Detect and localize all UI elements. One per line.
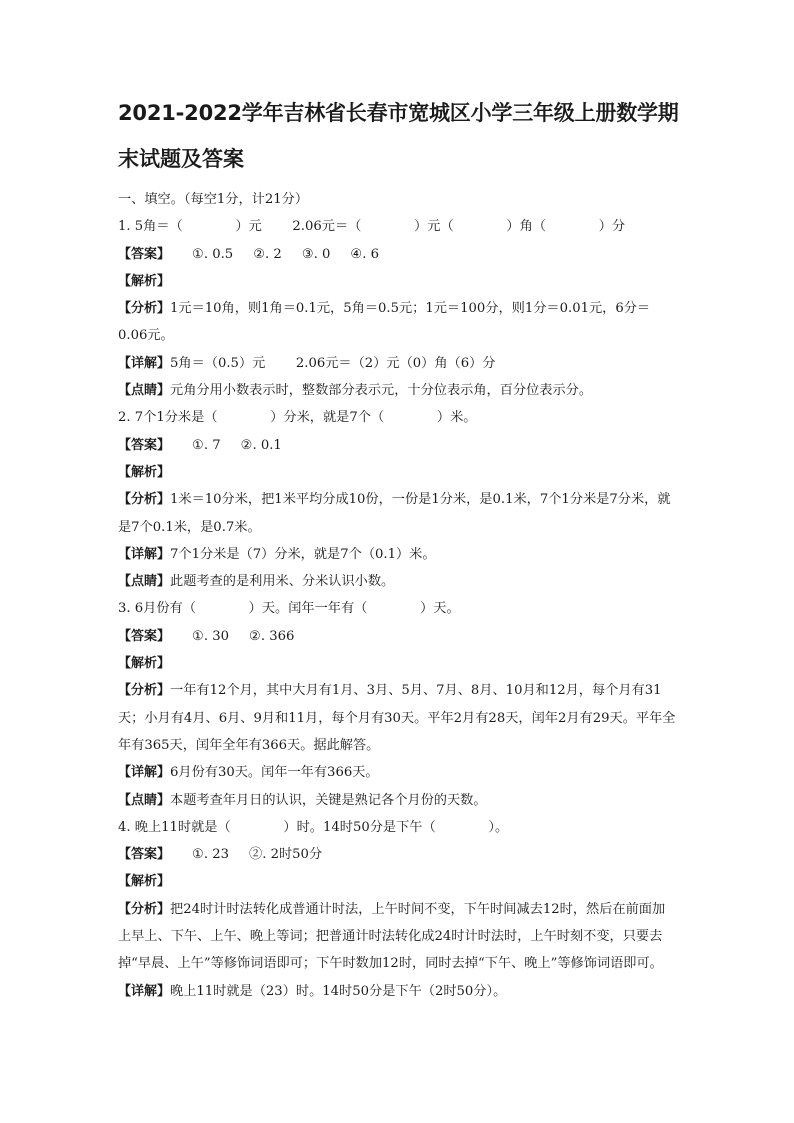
answer-value: ②. 366 — [249, 628, 295, 644]
answer-value: ②. 0.1 — [240, 437, 282, 453]
q3-answer — [118, 623, 678, 650]
answer-tag: 【答案】 — [118, 628, 171, 644]
q3-dianjing — [118, 787, 678, 814]
xiangjie-text: 晚上11时就是（23）时。14时50分是下午（2时50分）。 — [170, 983, 507, 999]
answer-value: ②. 2时50分 — [249, 847, 323, 863]
xiangjie-text: 6月份有30天。闰年一年有366天。 — [170, 765, 379, 781]
q2-xiangjie — [118, 541, 678, 568]
xiangjie-tag: 【详解】 — [118, 355, 171, 371]
fenxi-text: 一年有12个月，其中大月有1月、3月、5月、7月、8月、10月和12月，每个月有31天；小月有4月、6月、9月和11月，每个月有30天。平年2月有28天，闰年2月有29天。平年全年有365天，闰年全年有366天。据此解答。 — [118, 683, 676, 753]
fenxi-text: 1元＝10角，则1角＝0.1元，5角＝0.5元；1元＝100分，则1分＝0.01元，6分＝0.06元。 — [118, 301, 651, 344]
xiangjie-tag: 【详解】 — [118, 765, 171, 781]
q3-fenxi — [118, 677, 678, 759]
title-line-1: 2021-2022学年吉林省长春市宽城区小学三年级上册数学期 — [118, 101, 679, 125]
answer-value: ①. 0.5 — [192, 246, 234, 262]
answer-value: ③. 0 — [301, 246, 331, 262]
dianjing-text: 元角分用小数表示时，整数部分表示元，十分位表示角，百分位表示分。 — [170, 383, 593, 399]
fenxi-text: 把24时计时法转化成普通计时法，上午时间不变，下午时间减去12时，然后在前面加上早上、下午、上午、晚上等词；把普通计时法转化成24时计时法时，上午时刻不变，只要去掉“早晨、上午”等修饰词语即可；下午时数加12时，同时去掉“下午、晚上”等修饰词语即可。 — [118, 901, 666, 972]
fenxi-text: 1米＝10分米，把1米平均分成10份，一份是1分米，是0.1米，7个1分米是7分米，就是7个0.1米，是0.7米。 — [118, 492, 671, 535]
answer-value: ②. 2 — [253, 246, 282, 262]
fenxi-tag: 【分析】 — [118, 492, 171, 508]
fenxi-tag: 【分析】 — [118, 301, 171, 317]
dianjing-tag: 【点睛】 — [118, 383, 171, 399]
xiangjie-tag: 【详解】 — [118, 546, 171, 562]
xiangjie-tag: 【详解】 — [118, 983, 171, 999]
fenxi-tag: 【分析】 — [118, 683, 171, 699]
q3-xiangjie — [118, 759, 678, 786]
question-3: 3. 6月份有（ ）天。闰年一年有（ ）天。 — [118, 601, 460, 617]
answer-values — [192, 247, 399, 262]
q2-answer — [118, 432, 678, 459]
q4-jiexi: 【解析】 — [118, 874, 171, 890]
fenxi-tag: 【分析】 — [118, 901, 171, 917]
q1-jiexi: 【解析】 — [118, 273, 171, 289]
q2-fenxi — [118, 486, 678, 541]
q1-fenxi — [118, 295, 678, 350]
answer-value: ④. 6 — [350, 246, 380, 262]
answer-value: ①. 23 — [192, 847, 230, 863]
answer-tag: 【答案】 — [118, 246, 171, 262]
question-2: 2. 7个1分米是（ ）分米，就是7个（ ）米。 — [118, 410, 477, 426]
q1-dianjing — [118, 377, 678, 404]
q4-answer — [118, 841, 678, 868]
document-title — [118, 92, 678, 180]
question-1: 1. 5角＝（ ）元 2.06元＝（ ）元（ ）角（ ）分 — [118, 219, 626, 235]
xiangjie-text: 5角＝（0.5）元 2.06元＝（2）元（0）角（6）分 — [170, 355, 496, 371]
xiangjie-text: 7个1分米是（7）分米，就是7个（0.1）米。 — [170, 546, 436, 562]
q1-xiangjie — [118, 350, 678, 377]
section-heading: 一、填空。（每空1分，计21分） — [118, 192, 309, 207]
question-4: 4. 晚上11时就是（ ）时。14时50分是下午（ ）。 — [118, 819, 509, 835]
q1-answer — [118, 241, 678, 268]
answer-values — [192, 438, 302, 453]
answer-tag: 【答案】 — [118, 847, 171, 863]
q4-fenxi — [118, 896, 678, 978]
document-page — [118, 90, 678, 1005]
q3-jiexi: 【解析】 — [118, 656, 171, 672]
answer-value: ①. 30 — [192, 628, 230, 644]
dianjing-text: 此题考查的是利用米、分米认识小数。 — [170, 574, 395, 590]
answer-tag: 【答案】 — [118, 437, 171, 453]
q2-dianjing — [118, 568, 678, 595]
dianjing-tag: 【点睛】 — [118, 574, 171, 590]
dianjing-tag: 【点睛】 — [118, 792, 171, 808]
title-line-2: 末试题及答案 — [118, 147, 244, 171]
answer-values — [192, 629, 314, 644]
answer-value: ①. 7 — [192, 437, 221, 453]
q4-xiangjie — [118, 978, 678, 1005]
q2-jiexi: 【解析】 — [118, 464, 171, 480]
dianjing-text: 本题考查年月日的认识，关键是熟记各个月份的天数。 — [170, 792, 487, 808]
answer-values — [192, 847, 342, 862]
